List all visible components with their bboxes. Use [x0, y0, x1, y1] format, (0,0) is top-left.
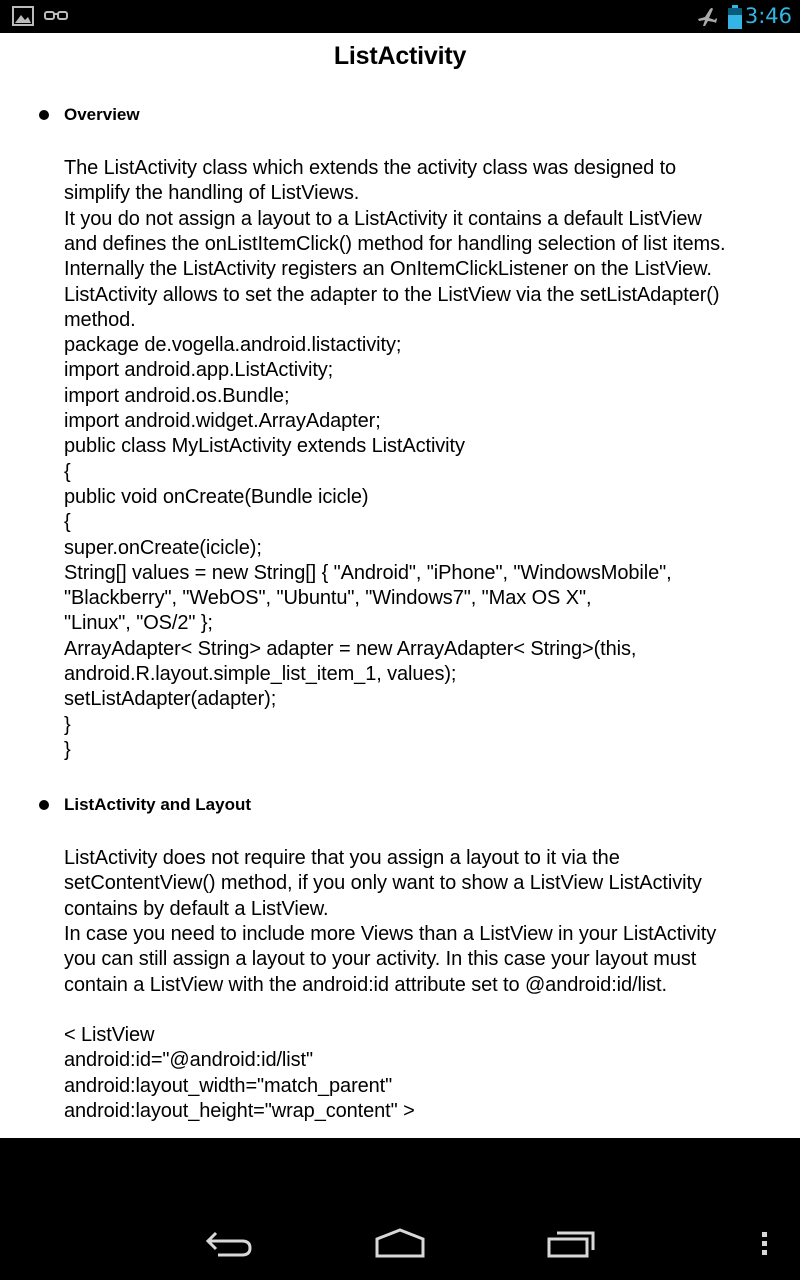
menu-button[interactable] [760, 1230, 770, 1258]
status-bar [0, 0, 800, 33]
text-line: Internally the ListActivity registers an OnItemClickListener on the ListView. [64, 258, 712, 281]
section-heading-listactivity-and-layout: ListActivity and Layout [64, 795, 252, 814]
text-line: package de.vogella.android.listactivity; [64, 334, 402, 357]
text-line: ArrayAdapter< String> adapter = new ArrayAdapter< String>(this, [64, 637, 637, 660]
text-line: < ListView [64, 1024, 155, 1047]
text-line: android:id="@android:id/list" [64, 1049, 313, 1072]
text-line: import android.os.Bundle; [64, 384, 290, 407]
text-line: setListAdapter(adapter); [64, 688, 277, 711]
gallery-notification-icon [12, 6, 34, 26]
text-line: String[] values = new String[] { "Android", "iPhone", "WindowsMobile", [64, 561, 672, 584]
text-line: public void onCreate(Bundle icicle) [64, 485, 369, 508]
recent-apps-button[interactable] [546, 1228, 596, 1258]
home-button[interactable] [374, 1228, 426, 1258]
text-line: In case you need to include more Views than a ListView in your ListActivity [64, 922, 717, 945]
text-line: android:layout_height="wrap_content" > [64, 1100, 415, 1122]
text-line: ListActivity does not require that you assign a layout to it via the [64, 847, 620, 869]
text-line: super.onCreate(icicle); [64, 536, 262, 559]
text-line: } [64, 713, 71, 736]
glasses-notification-icon [44, 10, 68, 22]
content-area[interactable] [0, 33, 800, 1138]
text-line: android.R.layout.simple_list_item_1, values); [64, 663, 457, 685]
text-line: { [64, 460, 71, 483]
text-line: you can still assign a layout to your activity. In this case your layout must [64, 948, 697, 971]
text-line: } [64, 738, 71, 761]
text-line: import android.app.ListActivity; [64, 359, 334, 382]
text-line: It you do not assign a layout to a ListActivity it contains a default ListView [64, 207, 702, 230]
text-line: contain a ListView with the android:id attribute set to @android:id/list. [64, 973, 667, 996]
text-line: android:layout_width="match_parent" [64, 1074, 393, 1097]
back-button[interactable] [204, 1230, 254, 1258]
page-title: ListActivity [333, 42, 467, 70]
text-line: simplify the handling of ListViews. [64, 182, 360, 205]
text-line: import android.widget.ArrayAdapter; [64, 410, 381, 432]
battery-icon [728, 5, 742, 29]
section-heading-overview: Overview [64, 105, 140, 124]
text-line: "Blackberry", "WebOS", "Ubuntu", "Windows7", "Max OS X", [64, 587, 592, 610]
text-line: and defines the onListItemClick() method for handling selection of list items. [64, 232, 726, 255]
text-line: setContentView() method, if you only want to show a ListView ListActivity [64, 872, 702, 895]
airplane-mode-icon [696, 6, 718, 28]
text-line: The ListActivity class which extends the activity class was designed to [64, 157, 677, 179]
bullet-icon [39, 800, 49, 810]
text-line: "Linux", "OS/2" }; [64, 612, 213, 635]
text-line: public class MyListActivity extends ListActivity [64, 435, 465, 458]
text-line: method. [64, 308, 136, 331]
text-line: { [64, 511, 71, 534]
clock-time: 3:46 [744, 4, 792, 28]
text-line: ListActivity allows to set the adapter to the ListView via the setListAdapter() [64, 283, 720, 306]
navigation-bar [0, 1138, 800, 1280]
bullet-icon [39, 110, 49, 120]
text-line: contains by default a ListView. [64, 897, 329, 920]
